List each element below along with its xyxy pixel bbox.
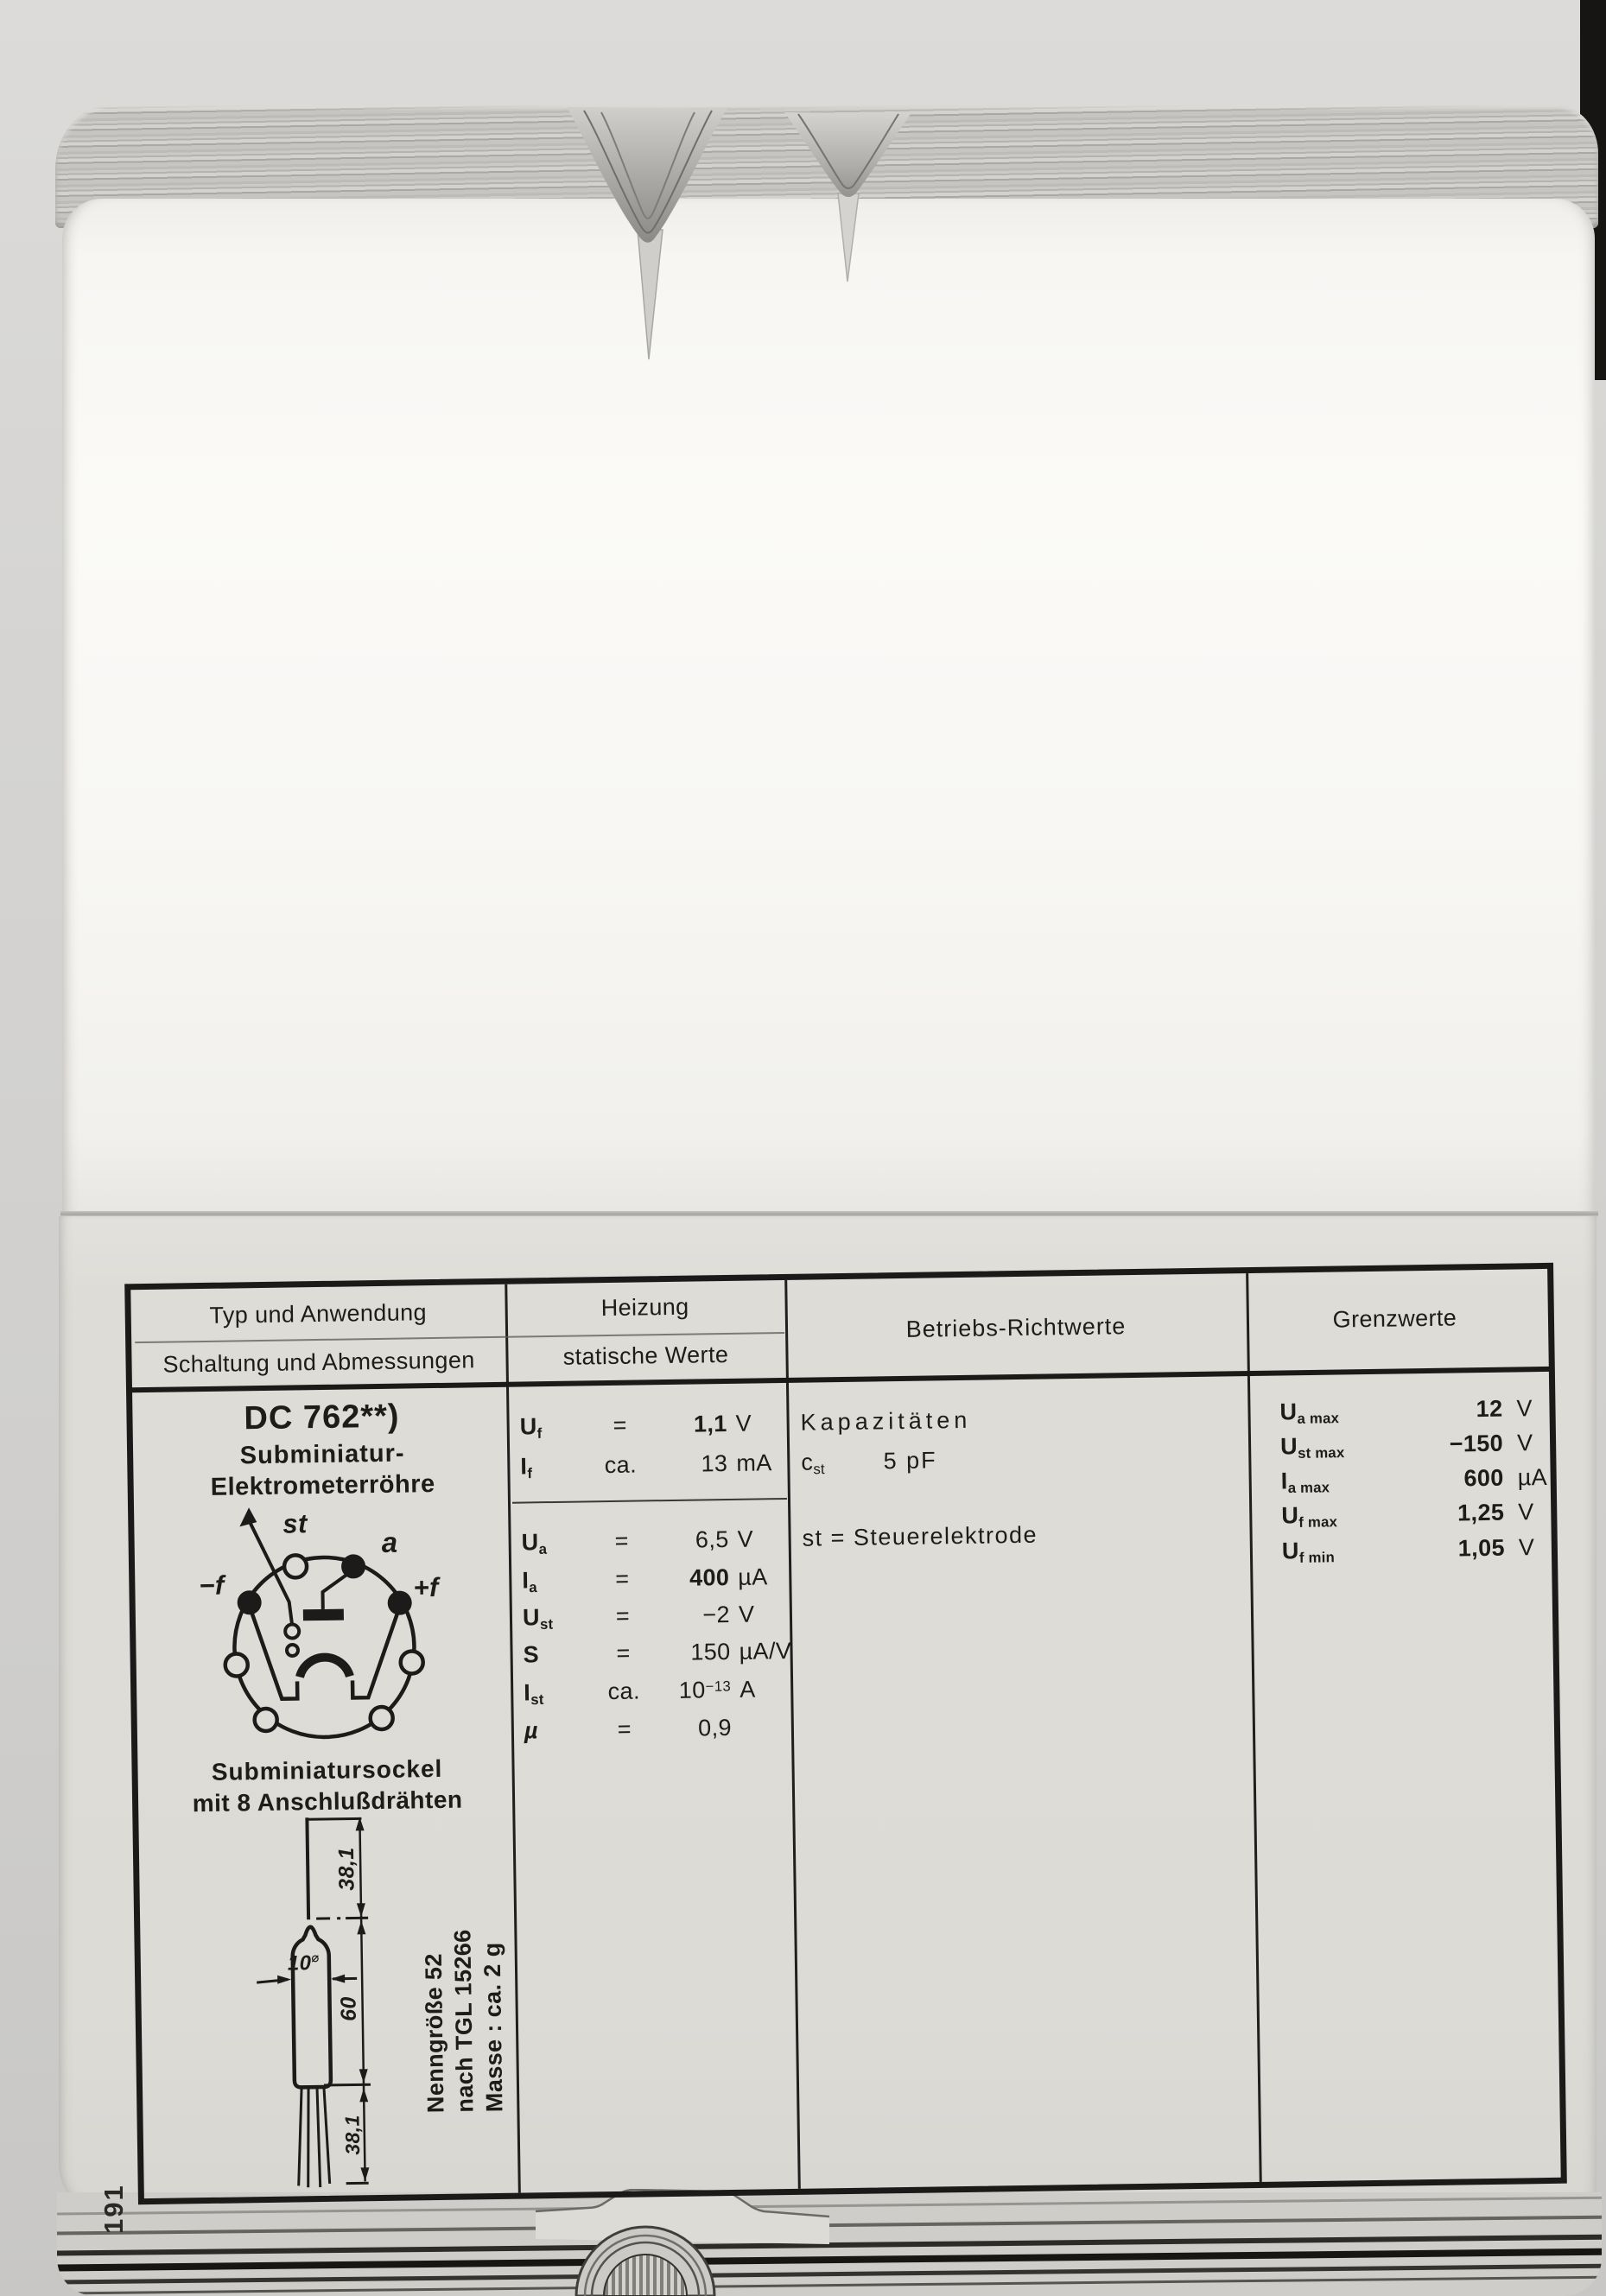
dim-body-length: 60 — [336, 1996, 361, 2022]
dim-lead-bottom: 38,1 — [340, 2115, 365, 2155]
limit-row-ia-max: $I_{a max}$ 600 µA — [1280, 1463, 1548, 1497]
limit-row-ust-max: $U_{st max}$ −150 V — [1279, 1430, 1533, 1462]
socket-diagram — [194, 1501, 466, 1765]
tube-kind-line1: Subminiatur- — [239, 1439, 405, 1470]
param-row-s: S = 150 µA/V — [523, 1637, 792, 1668]
note-tgl: nach TGL 15266 — [449, 1929, 479, 2113]
limit-row-ua-max: $U_{a max}$ 12 V — [1279, 1395, 1533, 1427]
param-row-ia: $I_a$ = 400 µA — [522, 1563, 768, 1596]
anode-label: a — [381, 1525, 398, 1558]
kapazitaeten-label: Kapazitäten — [800, 1406, 972, 1436]
param-row-ust: $U_{st}$ = −2 V — [522, 1601, 755, 1633]
param-row-ist: $I_{st}$ ca. $10^{-13}$ A — [524, 1676, 756, 1709]
header-schaltung-abmessungen: Schaltung und Abmessungen — [162, 1347, 475, 1378]
cst-row: $c_{st}$ 5 pF — [801, 1447, 937, 1478]
page-stack-bottom-edge — [57, 2192, 1602, 2296]
cathode-arc — [300, 1657, 350, 1677]
anode-plate — [303, 1609, 344, 1621]
param-symbol: U — [519, 1413, 537, 1440]
socket-caption-line2: mit 8 Anschlußdrähten — [192, 1785, 463, 1817]
param-symbol: I — [520, 1453, 528, 1480]
thumb-index-notches — [510, 100, 976, 385]
param-row-ua: $U_a$ = 6,5 V — [521, 1525, 754, 1557]
header-typ-anwendung: Typ und Anwendung — [209, 1299, 428, 1329]
tube-kind-line2: Elektrometerröhre — [210, 1470, 435, 1501]
notch-cut-deep — [638, 230, 663, 359]
limit-row-uf-min: $U_{f min}$ 1,05 V — [1281, 1534, 1535, 1566]
steuerelektrode-note: st = Steuerelektrode — [802, 1521, 1038, 1551]
grid-bead — [287, 1645, 298, 1656]
grid-bead — [285, 1624, 299, 1638]
st-arrow-icon — [239, 1507, 257, 1526]
header-statische-werte: statische Werte — [562, 1341, 729, 1370]
notch-cut-shallow — [838, 193, 859, 282]
pin-open — [225, 1653, 248, 1676]
param-row-uf: $U_f$ = 1,1 V — [519, 1410, 752, 1442]
diameter-label: 10⌀ — [287, 1950, 320, 1976]
limit-row-uf-max: $U_{f max}$ 1,25 V — [1281, 1499, 1534, 1531]
pin-open — [254, 1709, 276, 1731]
heizung-statics-divider — [512, 1498, 787, 1504]
dim-lead-top: 38,1 — [333, 1847, 359, 1891]
header-heizung: Heizung — [600, 1293, 689, 1322]
pin-open — [401, 1651, 423, 1673]
note-nenngroesse: Nenngröße 52 — [420, 1953, 449, 2114]
page-number: 191 — [98, 2184, 129, 2234]
pin-open — [284, 1555, 307, 1577]
pin-open — [370, 1707, 392, 1729]
minus-f-label: −f — [199, 1570, 225, 1601]
tube-datasheet-table — [124, 1263, 1567, 2204]
bottom-thumb-tab — [536, 2189, 829, 2296]
socket-caption-line1: Subminiatursockel — [211, 1754, 443, 1785]
tube-name: DC 762**) — [244, 1398, 400, 1437]
plus-f-label: +f — [413, 1571, 439, 1603]
note-masse: Masse : ca. 2 g — [479, 1942, 508, 2113]
param-row-if: $I_f$ ca. 13 mA — [520, 1449, 772, 1482]
column-divider-3 — [1246, 1273, 1262, 2182]
header-betriebs-richtwerte: Betriebs-Richtwerte — [905, 1313, 1127, 1342]
st-label: st — [282, 1508, 308, 1539]
header-grenzwerte: Grenzwerte — [1332, 1304, 1457, 1333]
param-row-mu: µ = 0,9 — [524, 1714, 733, 1744]
